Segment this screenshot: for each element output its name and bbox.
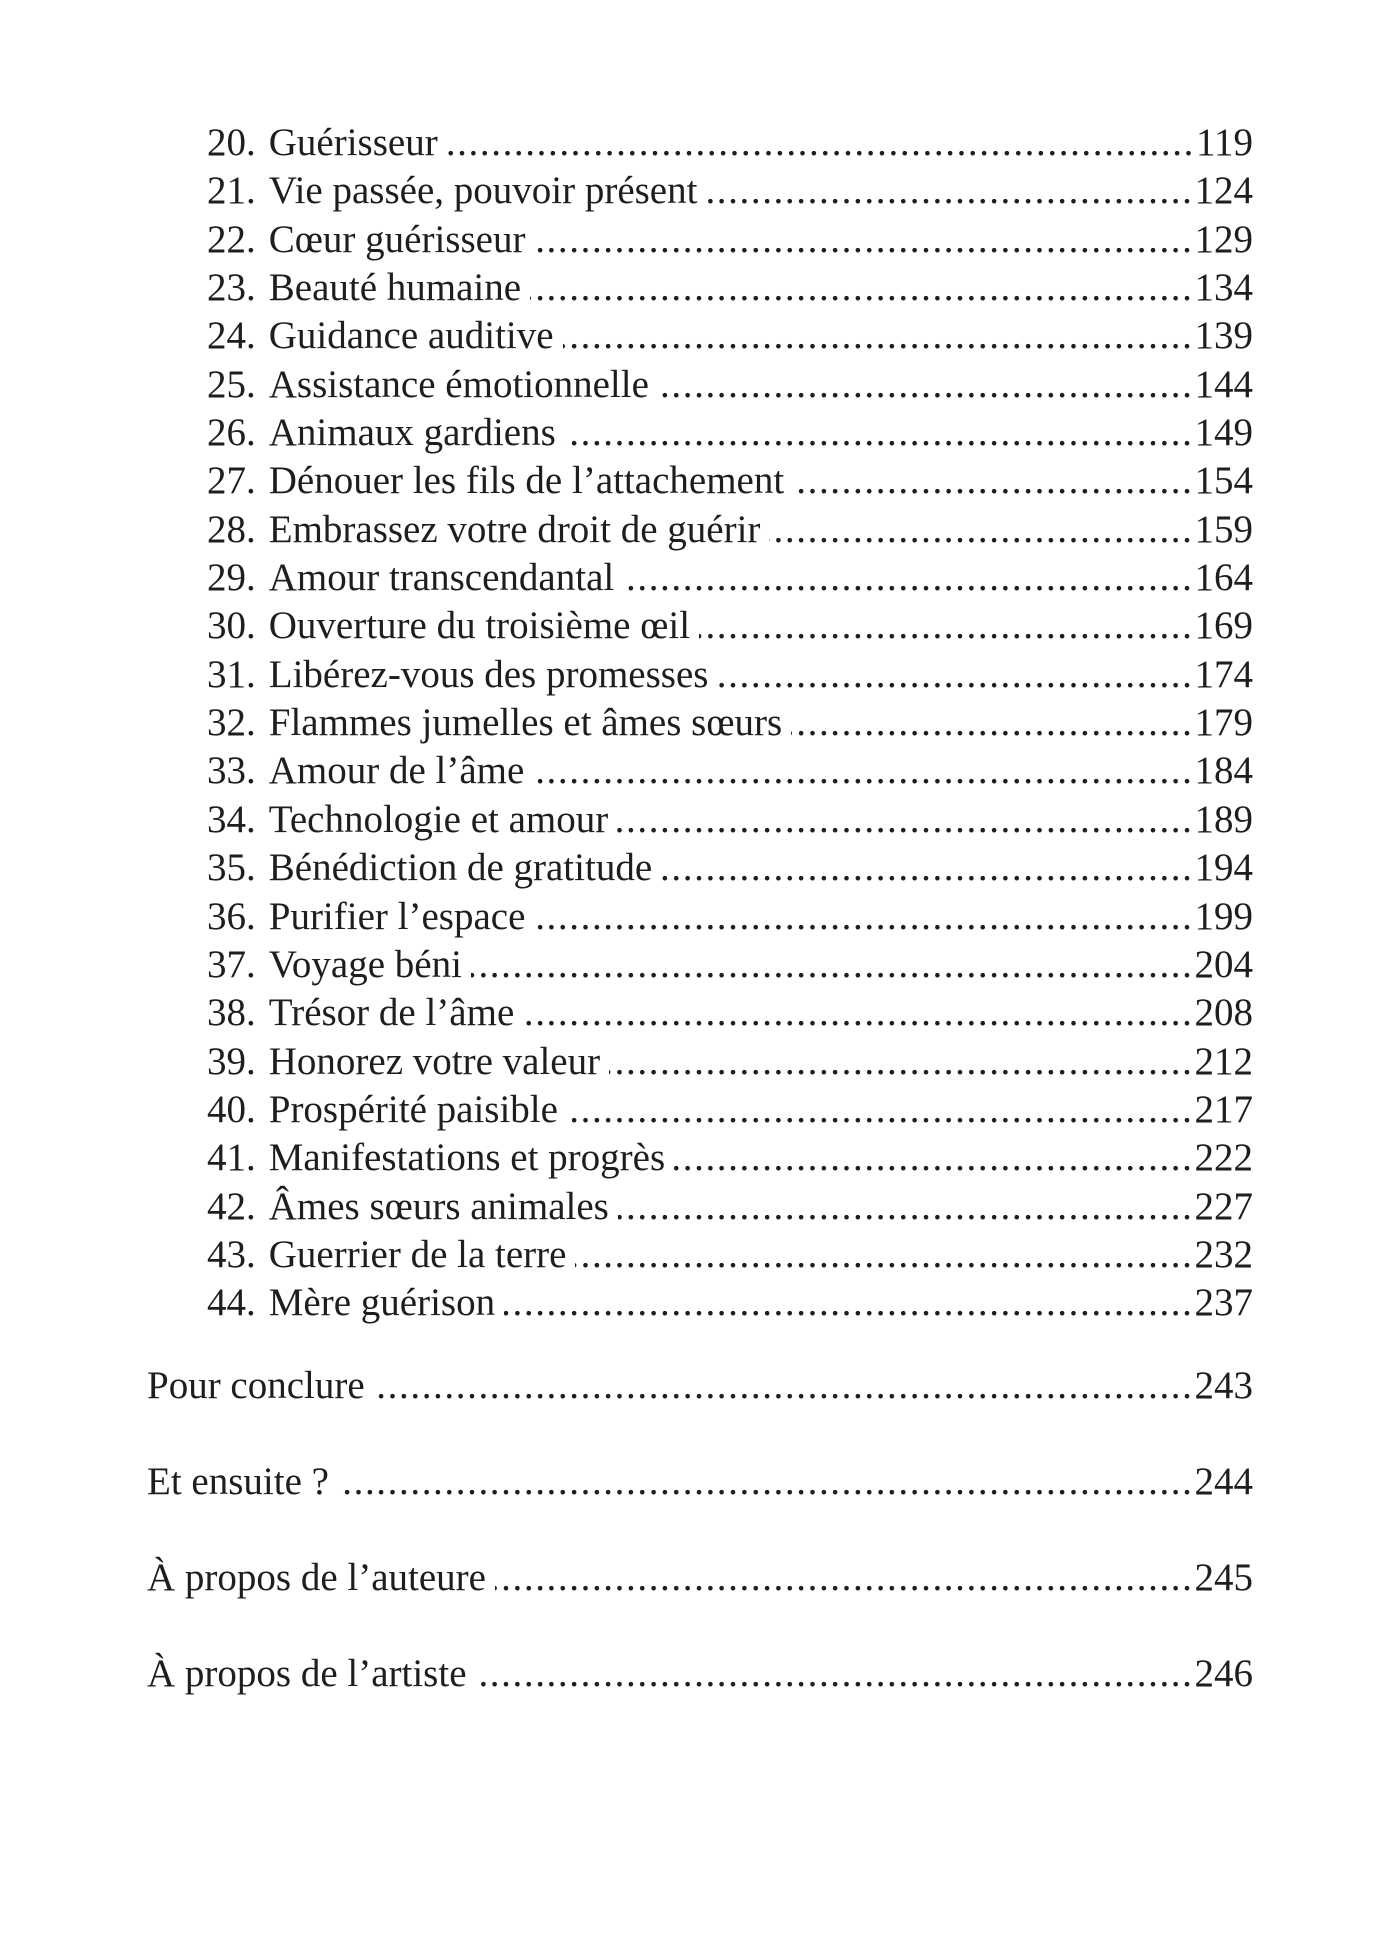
dot-leader	[495, 1554, 1194, 1602]
toc-entry-number: 29.	[207, 556, 256, 600]
dot-leader	[658, 361, 1194, 409]
toc-entry-page: 179	[1194, 701, 1253, 745]
toc-entry	[147, 1279, 1253, 1327]
toc-back-matter	[147, 1362, 1253, 1698]
toc-entry-title: Guerrier de la terre	[268, 1232, 567, 1276]
toc-entry-number: 23.	[207, 266, 256, 310]
toc-entry-title: Embrassez votre droit de guérir	[268, 507, 761, 551]
toc-entry-number: 39.	[207, 1039, 256, 1083]
toc-entry-title: Trésor de l’âme	[268, 991, 515, 1035]
dot-leader	[674, 1134, 1193, 1182]
toc-entry-number: 38.	[207, 991, 256, 1035]
toc-entry-page: 199	[1194, 894, 1253, 938]
toc-entry	[147, 506, 1253, 554]
toc-entry-title: Voyage béni	[268, 942, 462, 986]
toc-entry	[147, 457, 1253, 505]
toc-entry-number: 26.	[207, 411, 256, 455]
toc-entry-number: 42.	[207, 1184, 256, 1228]
dot-leader	[769, 506, 1193, 554]
toc-entry-page: 159	[1194, 507, 1253, 551]
toc-entry-page: 129	[1194, 217, 1253, 261]
toc-entry-title: Animaux gardiens	[268, 411, 556, 455]
toc-entry-title: Guérisseur	[268, 121, 438, 164]
toc-entry-title: Mère guérison	[268, 1281, 496, 1325]
dot-leader	[717, 651, 1193, 699]
toc-entry-number: 35.	[207, 846, 256, 890]
dot-leader	[476, 1650, 1194, 1698]
toc-entry-page: 227	[1194, 1184, 1253, 1228]
dot-leader	[791, 699, 1193, 747]
toc-entry-title: Pour conclure	[147, 1363, 365, 1407]
dot-leader	[706, 167, 1193, 215]
toc-entry-page: 169	[1194, 604, 1253, 648]
toc-entry-number: 30.	[207, 604, 256, 648]
toc-entry	[147, 893, 1253, 941]
dot-leader	[567, 1086, 1194, 1134]
toc-entry	[147, 119, 1253, 167]
toc-entry-title: Ouverture du troisième œil	[268, 604, 691, 648]
toc-entry-number: 33.	[207, 749, 256, 793]
toc-entry-number: 27.	[207, 459, 256, 503]
toc-entry-page: 194	[1194, 846, 1253, 890]
toc-entry-number: 44.	[207, 1281, 256, 1325]
toc-entry-page: 232	[1194, 1232, 1253, 1276]
dot-leader	[447, 119, 1195, 167]
toc-entry-page: 222	[1194, 1136, 1253, 1180]
toc-entry	[147, 747, 1253, 795]
dot-leader	[374, 1362, 1194, 1410]
toc-entry-number: 20.	[207, 121, 256, 164]
toc-entry-title: Amour de l’âme	[268, 749, 525, 793]
toc-entry-title: À propos de l’auteure	[147, 1555, 486, 1599]
toc-entry	[147, 264, 1253, 312]
toc-entry-number: 41.	[207, 1136, 256, 1180]
toc-entry	[147, 1134, 1253, 1182]
toc-entry-title: Assistance émotionnelle	[268, 362, 649, 406]
toc-entry	[147, 989, 1253, 1037]
toc-entry	[147, 844, 1253, 892]
dot-leader	[618, 1183, 1194, 1231]
toc-entry	[147, 1458, 1253, 1506]
toc-entry	[147, 216, 1253, 264]
toc-entry-number: 28.	[207, 507, 256, 551]
toc-entry	[147, 1183, 1253, 1231]
toc-entry-page: 208	[1194, 991, 1253, 1035]
toc-entry-number: 37.	[207, 942, 256, 986]
dot-leader	[533, 747, 1193, 795]
toc-entry-number: 21.	[207, 169, 256, 213]
dot-leader	[565, 409, 1194, 457]
toc-entry-title: Purifier l’espace	[268, 894, 526, 938]
toc-entry-title: Cœur guérisseur	[268, 217, 526, 261]
toc-entry-number: 40.	[207, 1087, 256, 1131]
dot-leader	[623, 554, 1193, 602]
toc-entry	[147, 699, 1253, 747]
toc-entry-page: 154	[1194, 459, 1253, 503]
toc-entry-page: 124	[1194, 169, 1253, 213]
toc-entry	[147, 361, 1253, 409]
toc-entry-title: Honorez votre valeur	[268, 1039, 601, 1083]
dot-leader	[617, 796, 1193, 844]
toc-entry	[147, 1650, 1253, 1698]
toc-entry-title: Technologie et amour	[268, 797, 609, 841]
toc-entry-page: 144	[1194, 362, 1253, 406]
toc-entry-page: 174	[1194, 652, 1253, 696]
toc-entry	[147, 409, 1253, 457]
dot-leader	[523, 989, 1193, 1037]
toc-entry	[147, 1086, 1253, 1134]
toc-entry	[147, 796, 1253, 844]
toc-entry-page: 164	[1194, 556, 1253, 600]
toc-entry	[147, 1362, 1253, 1410]
toc-entry-title: Âmes sœurs animales	[268, 1184, 609, 1228]
toc-entry-page: 204	[1194, 942, 1253, 986]
toc-entry-title: Guidance auditive	[268, 314, 554, 358]
toc-entry-number: 43.	[207, 1232, 256, 1276]
toc-chapter-list	[147, 119, 1253, 1328]
dot-leader	[530, 264, 1193, 312]
toc-entry-page: 149	[1194, 411, 1253, 455]
dot-leader	[563, 312, 1194, 360]
toc-entry-page: 245	[1194, 1555, 1253, 1599]
toc-entry	[147, 1554, 1253, 1602]
dot-leader	[534, 893, 1193, 941]
toc-entry-number: 22.	[207, 217, 256, 261]
toc-entry-title: Bénédiction de gratitude	[268, 846, 653, 890]
toc-entry-title: Libérez-vous des promesses	[268, 652, 709, 696]
toc-entry-page: 217	[1194, 1087, 1253, 1131]
toc-entry-page: 139	[1194, 314, 1253, 358]
toc-entry-title: Dénouer les fils de l’attachement	[268, 459, 785, 503]
toc-entry-number: 25.	[207, 362, 256, 406]
toc-entry-page: 119	[1195, 121, 1253, 164]
toc-entry	[147, 1231, 1253, 1279]
toc-entry-page: 212	[1194, 1039, 1253, 1083]
toc-entry-page: 246	[1194, 1651, 1253, 1695]
dot-leader	[338, 1458, 1194, 1506]
toc-entry-page: 243	[1194, 1363, 1253, 1407]
dot-leader	[793, 457, 1193, 505]
toc-entry-title: Prospérité paisible	[268, 1087, 558, 1131]
toc-entry	[147, 312, 1253, 360]
dot-leader	[661, 844, 1193, 892]
toc-entry-title: Vie passée, pouvoir présent	[268, 169, 698, 213]
dot-leader	[534, 216, 1193, 264]
toc-entry-number: 34.	[207, 797, 256, 841]
toc-entry-page: 244	[1194, 1459, 1253, 1503]
toc-entry	[147, 1038, 1253, 1086]
toc-entry-page: 184	[1194, 749, 1253, 793]
toc-entry-number: 31.	[207, 652, 256, 696]
toc-entry-number: 32.	[207, 701, 256, 745]
dot-leader	[699, 602, 1193, 650]
toc-entry	[147, 554, 1253, 602]
toc-entry-page: 134	[1194, 266, 1253, 310]
dot-leader	[609, 1038, 1193, 1086]
toc-entry-title: Flammes jumelles et âmes sœurs	[268, 701, 783, 745]
dot-leader	[575, 1231, 1193, 1279]
toc-entry	[147, 941, 1253, 989]
toc-entry-title: Manifestations et progrès	[268, 1136, 666, 1180]
toc-entry-title: Beauté humaine	[268, 266, 522, 310]
toc-entry-title: Amour transcendantal	[268, 556, 615, 600]
toc-entry	[147, 167, 1253, 215]
toc-entry	[147, 651, 1253, 699]
toc-entry-number: 24.	[207, 314, 256, 358]
toc-entry-number: 36.	[207, 894, 256, 938]
dot-leader	[504, 1279, 1193, 1327]
toc-entry-page: 189	[1194, 797, 1253, 841]
toc-entry-title: Et ensuite ?	[147, 1459, 329, 1503]
toc-entry	[147, 602, 1253, 650]
toc-entry-title: À propos de l’artiste	[147, 1651, 467, 1695]
toc-entry-page: 237	[1194, 1281, 1253, 1325]
dot-leader	[471, 941, 1194, 989]
